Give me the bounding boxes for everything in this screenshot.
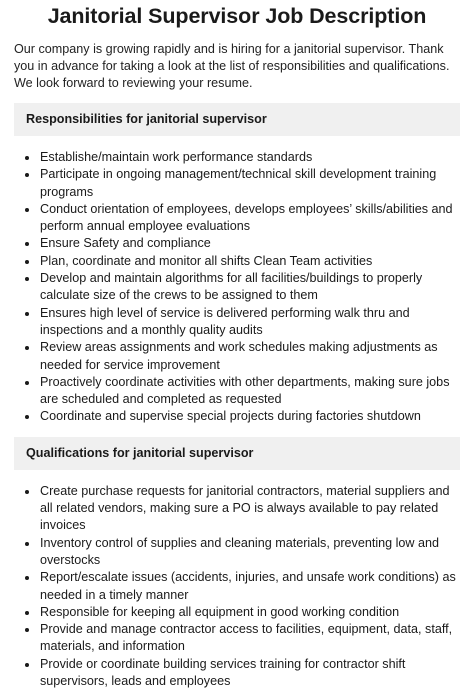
bullet-icon xyxy=(25,173,29,177)
list-item xyxy=(14,253,460,270)
list-item xyxy=(14,604,460,621)
list-item-text: Plan, coordinate and monitor all shifts Clean Team activities xyxy=(40,253,373,268)
bullet-icon xyxy=(25,260,29,264)
list-item-text: Report/escalate issues (accidents, injuries, and unsafe work conditions) as needed in a timely manner xyxy=(40,570,456,602)
list-item xyxy=(14,339,460,374)
bullet-icon xyxy=(25,611,29,615)
list-item-text: Ensures high level of service is delivered performing walk thru and inspections and a monthly quality audits xyxy=(40,305,410,337)
bullet-icon xyxy=(25,312,29,316)
list-item xyxy=(14,270,460,305)
list-item xyxy=(14,408,460,425)
list-item-text: Review areas assignments and work schedules making adjustments as needed for service improvement xyxy=(40,340,438,372)
bullet-icon xyxy=(25,381,29,385)
list-item xyxy=(14,621,460,656)
bullet-icon xyxy=(25,542,29,546)
bullet-icon xyxy=(25,277,29,281)
bullet-icon xyxy=(25,415,29,419)
list-item xyxy=(14,166,460,201)
list-item xyxy=(14,535,460,570)
bullet-icon xyxy=(25,576,29,580)
list-item-text: Create purchase requests for janitorial contractors, material suppliers and all related vendors, making sure a PO is always available to pay related invoices xyxy=(40,483,450,533)
list-item-text: Participate in ongoing management/technical skill development training programs xyxy=(40,167,437,199)
list-item-text: Ensure Safety and compliance xyxy=(40,236,211,251)
bullet-icon xyxy=(25,346,29,350)
list-item xyxy=(14,235,460,252)
list-item-text: Proactively coordinate activities with other departments, making sure jobs are scheduled and completed as requested xyxy=(40,374,450,407)
list-item xyxy=(14,374,460,409)
responsibilities-heading: Responsibilities for janitorial supervisor xyxy=(14,103,460,136)
list-item xyxy=(14,656,460,691)
list-item-text: Provide or coordinate building services training for contractor shift supervisors, leads and employees xyxy=(40,656,406,689)
list-item xyxy=(14,483,460,535)
qualifications-list xyxy=(14,483,460,691)
list-item-text: Establishe/maintain work performance standards xyxy=(40,150,313,164)
list-item-text: Coordinate and supervise special projects during factories shutdown xyxy=(40,409,421,424)
qualifications-heading: Qualifications for janitorial supervisor xyxy=(14,437,460,470)
list-item-text: Provide and manage contractor access to facilities, equipment, data, staff, materials, and information xyxy=(40,622,453,654)
list-item-text: Conduct orientation of employees, develops employees’ skills/abilities and perform annual employee evaluations xyxy=(40,201,453,234)
bullet-icon xyxy=(25,242,29,246)
list-item-text: Inventory control of supplies and cleaning materials, preventing low and overstocks xyxy=(40,535,440,567)
page-title: Janitorial Supervisor Job Description xyxy=(47,4,427,28)
bullet-icon xyxy=(25,490,29,494)
list-item xyxy=(14,569,460,604)
bullet-icon xyxy=(25,208,29,212)
list-item-text: Responsible for keeping all equipment in good working condition xyxy=(40,604,400,619)
list-item xyxy=(14,149,460,166)
responsibilities-list xyxy=(14,149,460,426)
list-item xyxy=(14,201,460,236)
bullet-icon xyxy=(25,156,29,160)
bullet-icon xyxy=(25,663,29,667)
list-item-text: Develop and maintain algorithms for all facilities/buildings to properly calculate size of the crews to be assigned to them xyxy=(40,271,423,303)
list-item xyxy=(14,305,460,340)
intro-paragraph: Our company is growing rapidly and is hiring for a janitorial supervisor. Thank you in advance for taking a look at the list of responsibilities and qualifications. We look forward to reviewing your resume. xyxy=(14,42,450,90)
bullet-icon xyxy=(25,628,29,632)
